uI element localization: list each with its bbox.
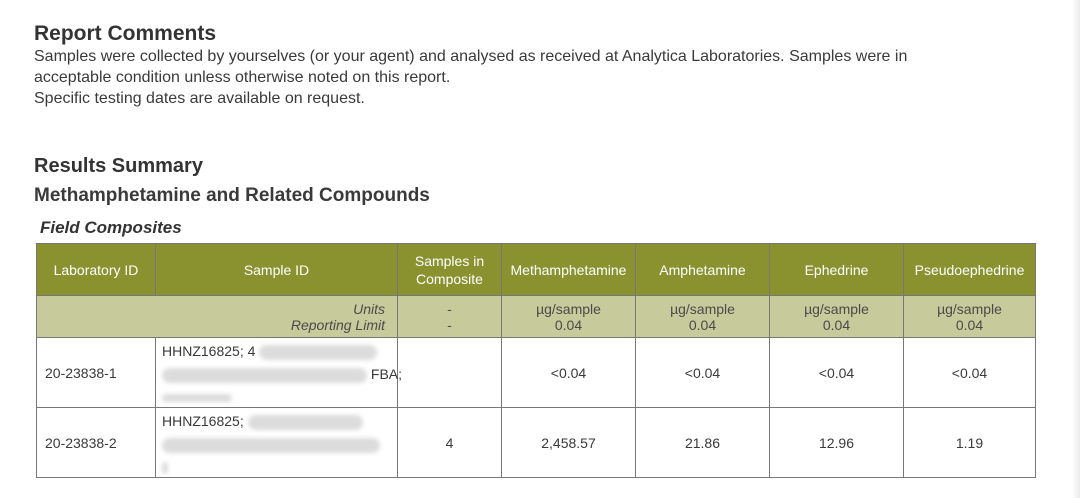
sample-id-text: FBA; [370, 366, 403, 382]
results-summary-subtitle: Methamphetamine and Related Compounds [34, 185, 430, 206]
amphetamine-cell: <0.04 [636, 338, 770, 408]
pseudoephedrine-unit: µg/sample [937, 300, 1002, 317]
ephedrine-units-cell [770, 296, 904, 338]
report-comments-section [34, 22, 1044, 109]
samples-in-composite-cell: 4 [398, 408, 502, 478]
pseudoephedrine-limit: 0.04 [955, 316, 984, 333]
results-summary-section [34, 154, 430, 208]
header-amphetamine: Amphetamine [636, 244, 770, 296]
header-sample-id: Sample ID [156, 244, 398, 296]
laboratory-id-cell: 20-23838-1 [37, 338, 156, 408]
sample-id-text: HHNZ16825; [162, 413, 244, 429]
results-table [36, 243, 1036, 478]
redaction-blur [162, 462, 168, 474]
sample-id-line-3 [162, 384, 393, 407]
units-label: Units [353, 300, 385, 317]
amphetamine-unit: µg/sample [670, 300, 735, 317]
table-row [37, 338, 1036, 408]
sample-id-line-3 [162, 454, 393, 477]
pseudoephedrine-units-cell [904, 296, 1036, 338]
composite-limit: - [447, 316, 452, 333]
results-summary-title: Results Summary [34, 155, 203, 177]
composite-units-cell [398, 296, 502, 338]
header-samples-in-composite: Samples in Composite [398, 244, 502, 296]
header-pseudoephedrine: Pseudoephedrine [904, 244, 1036, 296]
methamphetamine-cell: 2,458.57 [502, 408, 636, 478]
ephedrine-cell: <0.04 [770, 338, 904, 408]
amphetamine-units-cell [636, 296, 770, 338]
redaction-blur [259, 345, 377, 360]
amphetamine-limit: 0.04 [688, 316, 717, 333]
header-ephedrine: Ephedrine [770, 244, 904, 296]
redaction-blur [248, 415, 363, 430]
ephedrine-unit: µg/sample [804, 300, 869, 317]
table-row [37, 408, 1036, 478]
sample-id-cell [156, 338, 403, 408]
redaction-blur [162, 394, 232, 402]
sample-id-line-2 [162, 361, 403, 384]
methamphetamine-cell: <0.04 [502, 338, 636, 408]
sample-id-line-1 [162, 408, 393, 431]
ephedrine-cell: 12.96 [770, 408, 904, 478]
methamphetamine-units-cell [502, 296, 636, 338]
units-row [37, 296, 1036, 338]
report-comments-line-1: Samples were collected by yourselves (or your agent) and analysed as received at Analytica Laboratories. Samples were in [34, 48, 908, 65]
sample-id-line-1 [162, 338, 393, 361]
sample-id-line-2 [162, 431, 393, 454]
table-header-row [37, 244, 1036, 296]
methamphetamine-unit: µg/sample [536, 300, 601, 317]
laboratory-id-cell: 20-23838-2 [37, 408, 156, 478]
ephedrine-limit: 0.04 [822, 316, 851, 333]
header-methamphetamine: Methamphetamine [502, 244, 636, 296]
amphetamine-cell: 21.86 [636, 408, 770, 478]
sample-id-text: HHNZ16825; 4 [162, 343, 256, 359]
redaction-blur [162, 438, 380, 453]
field-composites-heading: Field Composites [40, 218, 182, 237]
page-edge-shadow [1072, 0, 1080, 498]
report-comments-line-2: acceptable condition unless otherwise noted on this report. [34, 69, 451, 86]
reporting-limit-label: Reporting Limit [290, 316, 385, 333]
header-laboratory-id: Laboratory ID [37, 244, 156, 296]
report-comments-title: Report Comments [34, 22, 217, 45]
report-comments-line-3: Specific testing dates are available on request. [34, 90, 365, 107]
pseudoephedrine-cell: <0.04 [904, 338, 1036, 408]
methamphetamine-limit: 0.04 [554, 316, 583, 333]
redaction-blur [162, 368, 367, 383]
pseudoephedrine-cell: 1.19 [904, 408, 1036, 478]
sample-id-cell [156, 408, 398, 478]
samples-in-composite-cell [398, 338, 502, 408]
units-label-cell [37, 296, 398, 338]
composite-units: - [447, 300, 452, 317]
